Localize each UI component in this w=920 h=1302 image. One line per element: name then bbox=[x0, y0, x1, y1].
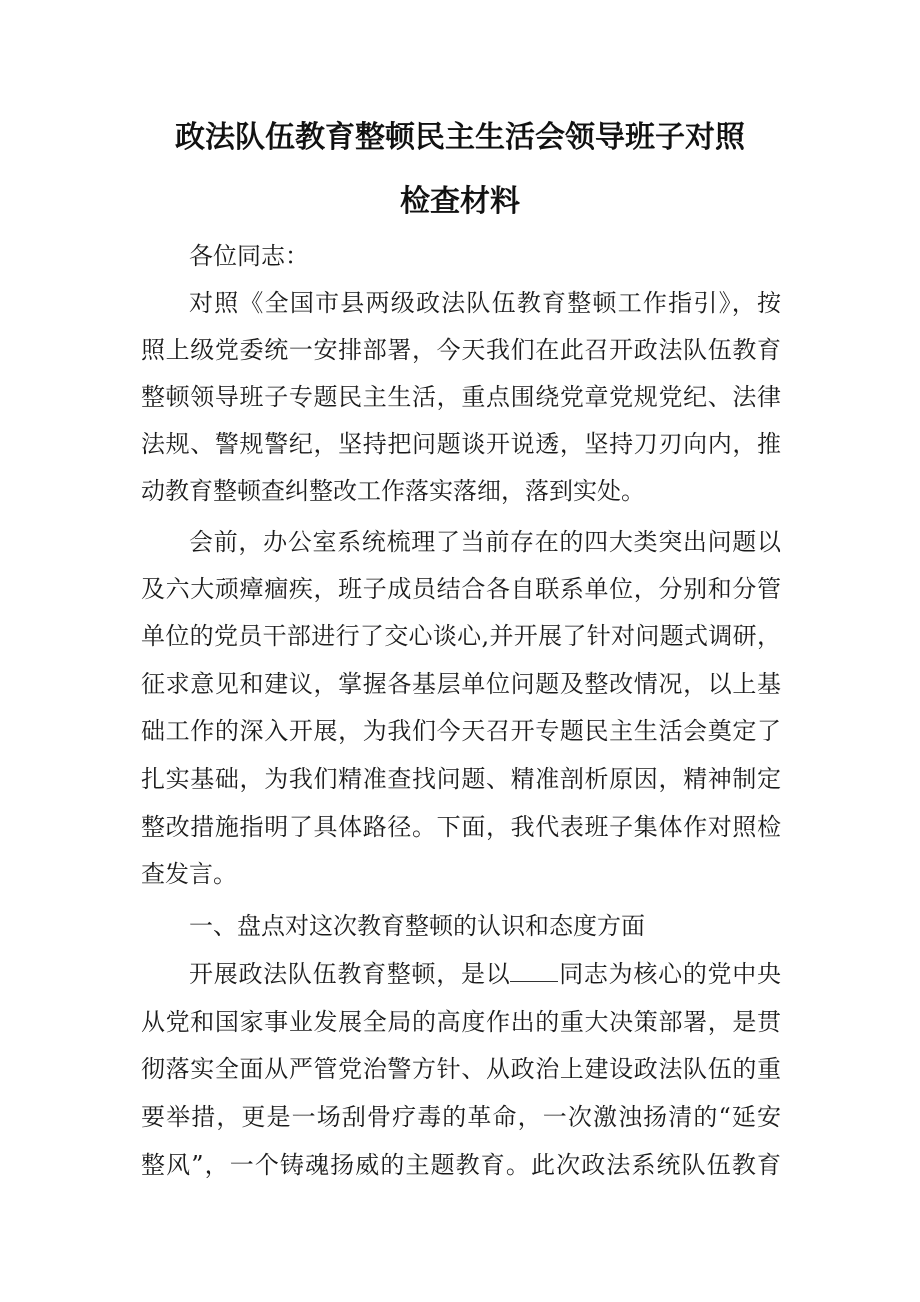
paragraph-1-line-2: 照上级党委统一安排部署，今天我们在此召开政法队伍教育 bbox=[141, 336, 781, 364]
paragraph-2-line-8: 查发言。 bbox=[141, 860, 237, 888]
paragraph-2-line-2: 及六大顽瘴痼疾，班子成员结合各自联系单位，分别和分管 bbox=[141, 575, 781, 603]
paragraph-2-line-5: 础工作的深入开展，为我们今天召开专题民主生活会奠定了 bbox=[141, 717, 781, 745]
paragraph-3-line-1 bbox=[189, 958, 781, 990]
paragraph-1-line-5: 动教育整顿查纠整改工作落实落细，落到实处。 bbox=[141, 477, 645, 505]
salutation: 各位同志： bbox=[189, 242, 309, 270]
paragraph-1-line-3: 整顿领导班子专题民主生活，重点围绕党章党规党纪、法律 bbox=[141, 383, 781, 411]
document-title-line-1: 政法队伍教育整顿民主生活会领导班子对照 bbox=[175, 120, 745, 155]
paragraph-3-line-3: 彻落实全面从严管党治警方针、从政治上建设政法队伍的重 bbox=[141, 1055, 781, 1083]
paragraph-1-line-1: 对照《全国市县两级政法队伍教育整顿工作指引》，按 bbox=[189, 289, 781, 317]
paragraph-2-line-4: 征求意见和建议，掌握各基层单位问题及整改情况，以上基 bbox=[141, 670, 781, 698]
paragraph-3-text-before-blank: 开展政法队伍教育整顿，是以 bbox=[189, 960, 511, 988]
paragraph-2-line-6: 扎实基础，为我们精准查找问题、精准剖析原因，精神制定 bbox=[141, 765, 781, 793]
paragraph-2-line-1: 会前，办公室系统梳理了当前存在的四大类突出问题以 bbox=[189, 528, 781, 556]
section-1-heading: 一、盘点对这次教育整顿的认识和态度方面 bbox=[189, 912, 645, 940]
paragraph-2-line-7: 整改措施指明了具体路径。下面，我代表班子集体作对照检 bbox=[141, 813, 781, 841]
paragraph-3-line-2: 从党和国家事业发展全局的高度作出的重大决策部署，是贯 bbox=[141, 1008, 781, 1036]
fill-in-blank bbox=[510, 963, 558, 982]
document-title-line-2: 检查材料 bbox=[400, 184, 520, 219]
paragraph-3-line-4: 要举措，更是一场刮骨疗毒的革命，一次激浊扬清的“延安 bbox=[141, 1103, 781, 1131]
paragraph-3-line-5: 整风”，一个铸魂扬威的主题教育。此次政法系统队伍教育 bbox=[141, 1151, 781, 1179]
paragraph-2-line-3: 单位的党员干部进行了交心谈心,并开展了针对问题式调研， bbox=[141, 622, 781, 650]
paragraph-3-text-after-blank: 同志为核心的党中央 bbox=[558, 960, 782, 988]
paragraph-1-line-4: 法规、警规警纪，坚持把问题谈开说透，坚持刀刃向内，推 bbox=[141, 430, 781, 458]
